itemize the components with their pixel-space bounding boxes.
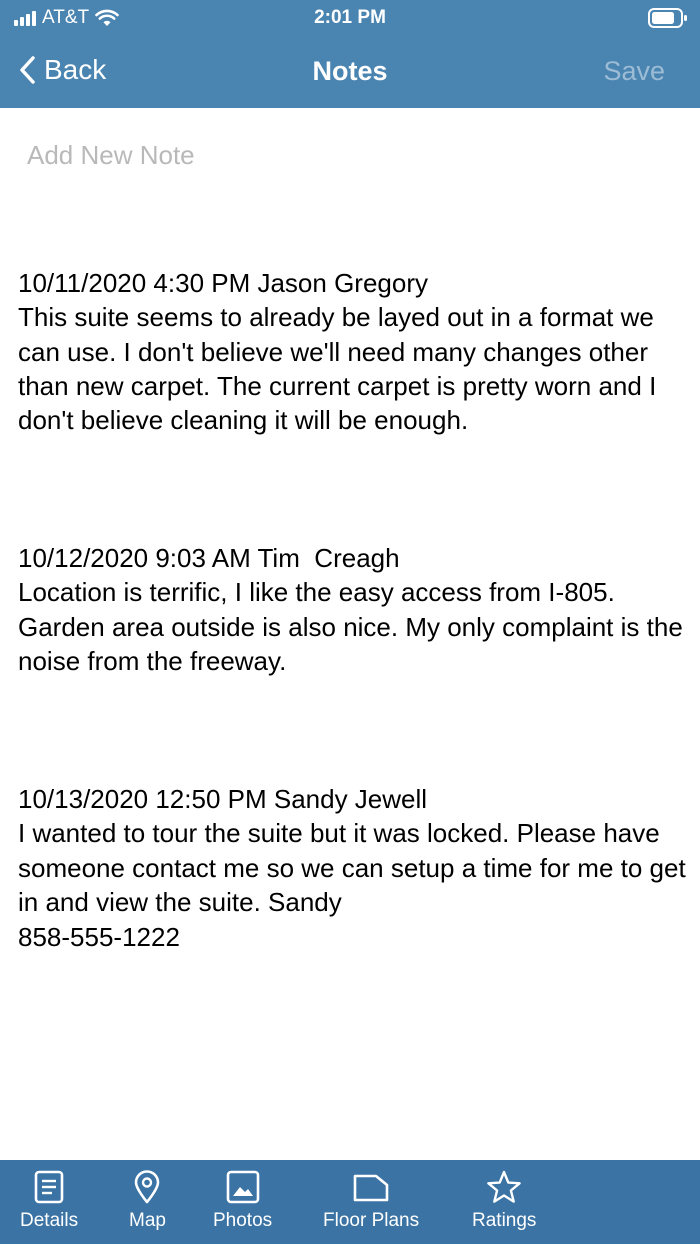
tab-map[interactable] [129,1170,166,1232]
carrier-label: AT&T [42,7,90,28]
status-bar [0,0,700,36]
tab-ratings[interactable] [472,1170,536,1232]
tab-label: Ratings [472,1210,537,1231]
note-body: This suite seems to already be layed out in a format we can use. I don't believe we'll need many changes other than new carpet. The current carpet is pretty worn and I don't believe cleaning it will be enough. [18,302,664,436]
tab-photos[interactable] [213,1170,272,1232]
note-header: 10/13/2020 12:50 PM Sandy Jewell [18,783,428,814]
folder-icon [352,1170,390,1204]
note-header: 10/12/2020 9:03 AM Tim Creagh [18,543,400,574]
add-note-input[interactable] [27,140,667,171]
note-header: 10/11/2020 4:30 PM Jason Gregory [18,267,428,298]
map-pin-icon [130,1170,164,1204]
tab-label: Photos [213,1210,273,1231]
save-button[interactable]: Save [603,56,665,86]
note-item [18,541,688,679]
document-icon [32,1170,66,1204]
battery-icon [648,8,688,28]
note-item [18,782,688,954]
status-time: 2:01 PM [314,7,386,28]
tab-details[interactable] [20,1170,78,1232]
note-item [18,266,688,438]
tab-label: Map [129,1210,166,1231]
tab-floor-plans[interactable] [323,1170,419,1232]
star-icon [486,1170,522,1204]
top-bar [0,0,700,108]
photo-icon [226,1170,260,1204]
tab-label: Floor Plans [323,1210,420,1231]
tab-bar [0,1160,700,1244]
note-body: Location is terrific, I like the easy access from I-805. Garden area outside is also nice. My only complaint is the noise from the freeway. [18,577,683,677]
note-body: I wanted to tour the suite but it was locked. Please have someone contact me so we can setup a time for me to get in and view the suite. Sandy 858-555-1222 [18,818,686,952]
nav-bar [0,36,700,108]
notes-list [18,197,688,1023]
tab-label: Details [20,1210,79,1231]
page-title: Notes [312,56,388,86]
back-label: Back [44,54,107,85]
